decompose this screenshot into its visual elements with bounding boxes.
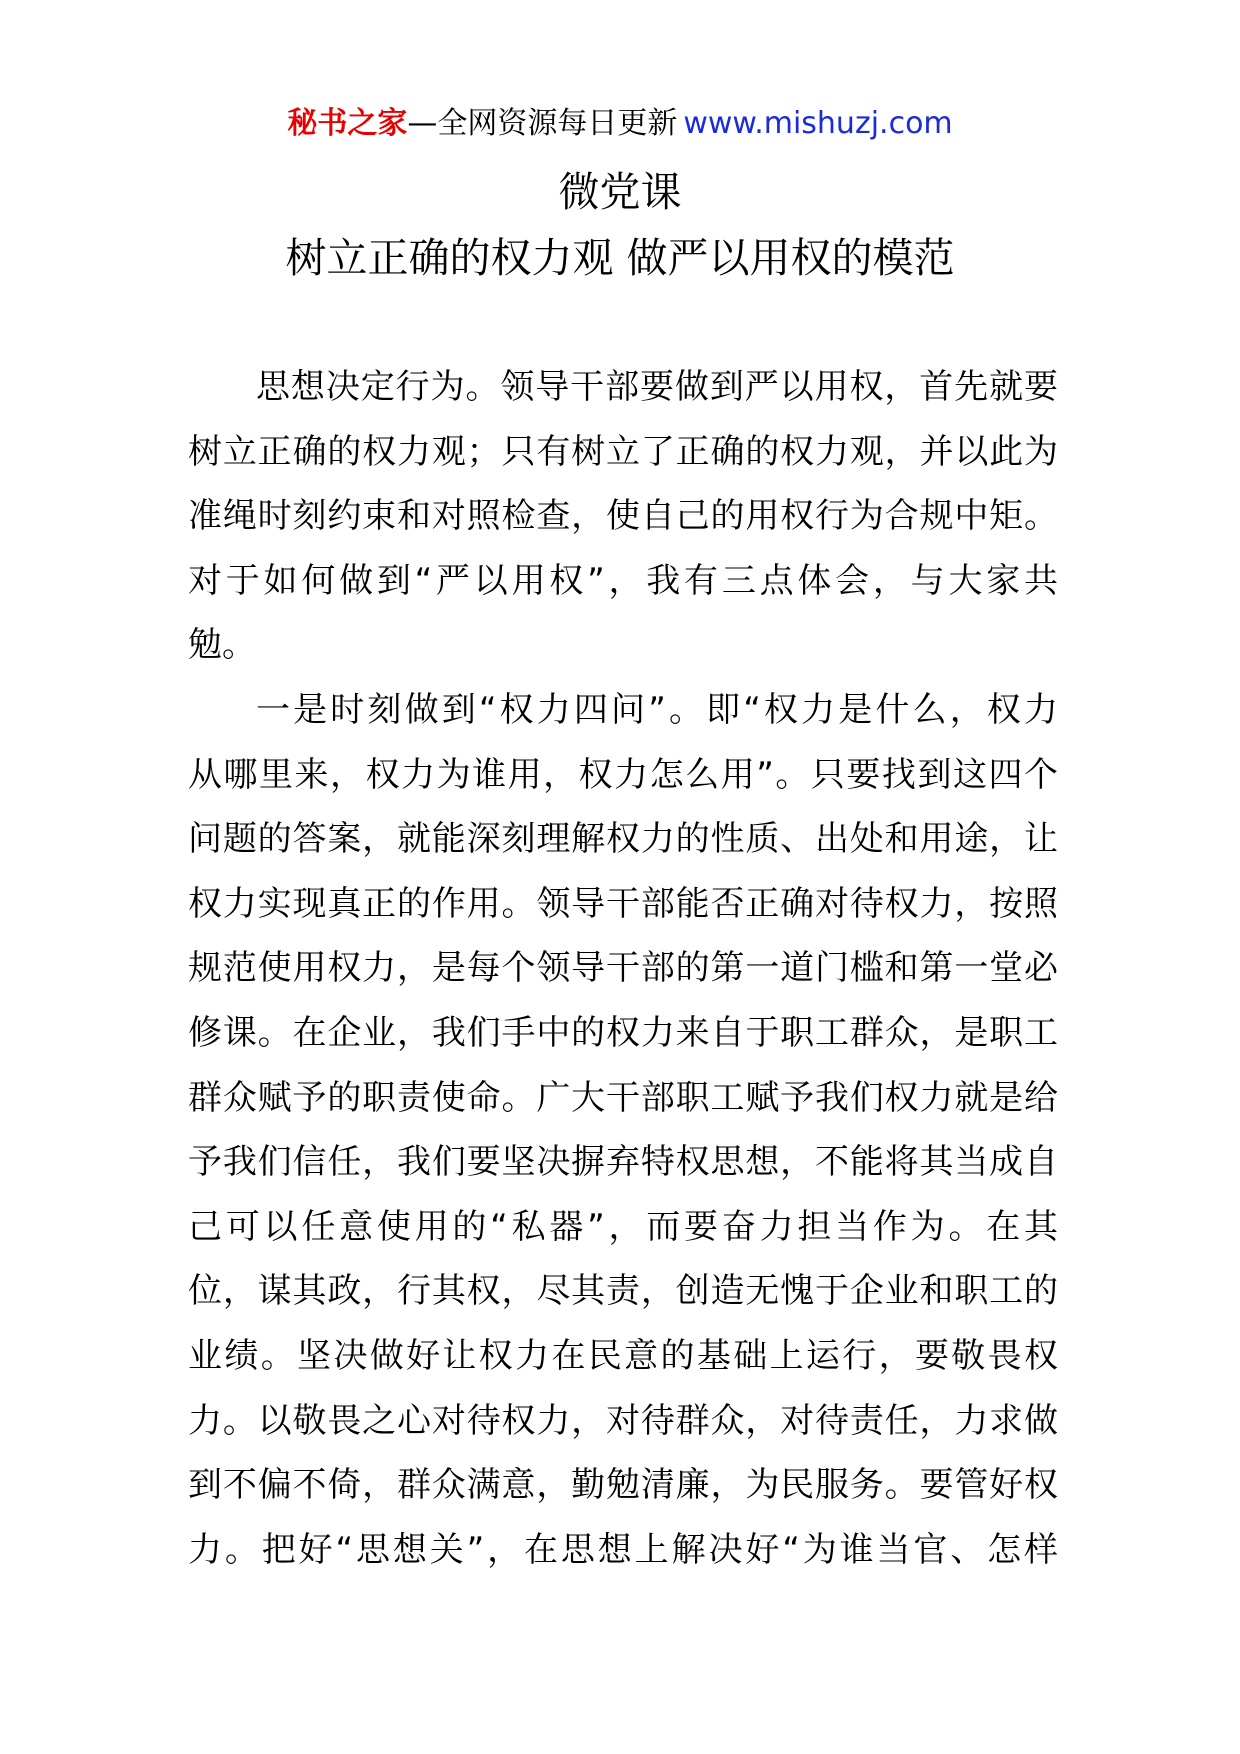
body-line: 到不偏不倚，群众满意，勤勉清廉，为民服务。要管好权: [188, 1465, 1058, 1506]
document-title: 树立正确的权力观 做严以用权的模范: [285, 234, 955, 282]
site-url-link[interactable]: www.mishuzj.com: [683, 106, 953, 141]
body-line: 己可以任意使用的“私器”，而要奋力担当作为。在其: [188, 1206, 1058, 1247]
body-line: 问题的答案，就能深刻理解权力的性质、出处和用途，让: [188, 819, 1058, 860]
body-line: 权力实现真正的作用。领导干部能否正确对待权力，按照: [188, 883, 1058, 924]
body-line: 勉。: [188, 625, 256, 666]
body-line: 业绩。坚决做好让权力在民意的基础上运行，要敬畏权: [188, 1335, 1058, 1376]
body-line: 从哪里来，权力为谁用，权力怎么用”。只要找到这四个: [188, 754, 1058, 795]
body-line: 一是时刻做到“权力四问”。即“权力是什么，权力: [256, 689, 1058, 730]
document-title-label: 微党课: [558, 168, 682, 216]
body-line: 树立正确的权力观；只有树立了正确的权力观，并以此为: [188, 431, 1058, 472]
body-line: 对于如何做到“严以用权”，我有三点体会，与大家共: [188, 560, 1058, 601]
body-line: 位，谋其政，行其权，尽其责，创造无愧于企业和职工的: [188, 1271, 1058, 1312]
body-line: 准绳时刻约束和对照检查，使自己的用权行为合规中矩。: [188, 496, 1058, 537]
document-body: [188, 355, 1058, 1582]
body-line: 予我们信任，我们要坚决摒弃特权思想，不能将其当成自: [188, 1142, 1058, 1183]
body-line: 思想决定行为。领导干部要做到严以用权，首先就要: [256, 367, 1058, 407]
body-line: 群众赋予的职责使命。广大干部职工赋予我们权力就是给: [188, 1077, 1058, 1118]
site-brand: 秘书之家: [287, 106, 408, 141]
body-line: 规范使用权力，是每个领导干部的第一道门槛和第一堂必: [188, 948, 1058, 989]
site-header: [0, 102, 1240, 146]
site-tagline: —全网资源每日更新: [407, 106, 678, 141]
body-line: 力。把好“思想关”，在思想上解决好“为谁当官、怎样: [188, 1529, 1058, 1570]
body-line: 力。以敬畏之心对待权力，对待群众，对待责任，力求做: [188, 1400, 1058, 1441]
body-line: 修课。在企业，我们手中的权力来自于职工群众，是职工: [188, 1012, 1058, 1053]
